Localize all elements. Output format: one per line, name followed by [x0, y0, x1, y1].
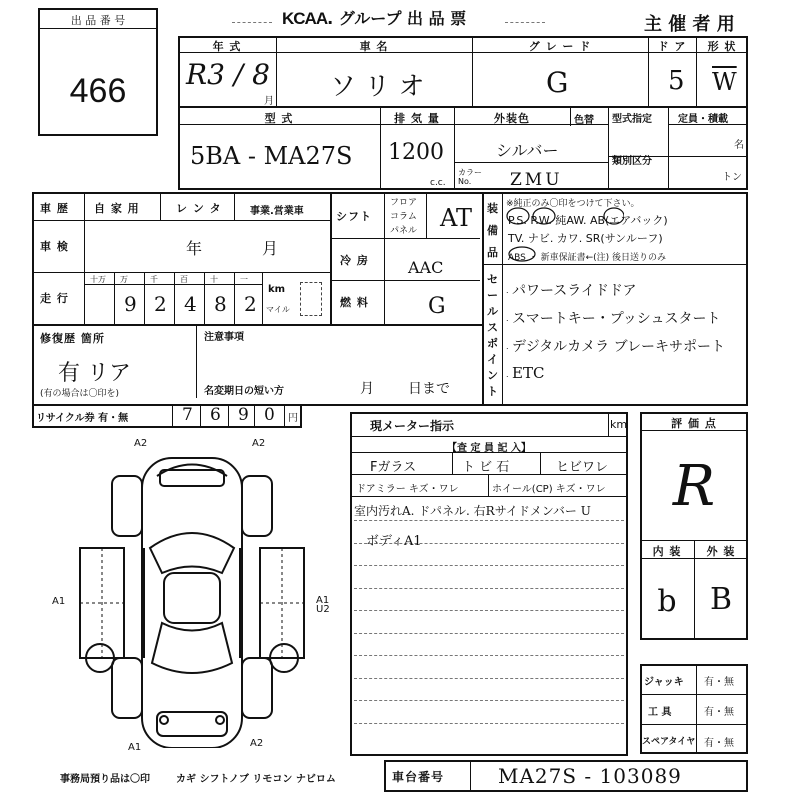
- equipment-circles: [504, 204, 624, 264]
- mileage-digit: 2: [244, 292, 257, 316]
- mileage-digit: 8: [214, 292, 227, 316]
- month-suffix: 月: [264, 96, 274, 107]
- repair-value: 有 リア: [58, 361, 131, 386]
- sales-points-label: セールスポイント: [487, 273, 499, 398]
- shift-value: AT: [440, 204, 473, 232]
- color-value: シルバー: [496, 141, 559, 160]
- mile-label: マイル: [266, 305, 290, 314]
- category-label: 類別区分: [612, 156, 652, 167]
- mark-a1-bottom-left: A1: [128, 742, 142, 753]
- mileage-label: 走 行: [40, 292, 69, 305]
- exterior-score: B: [709, 582, 733, 617]
- interior-label: 内 装: [652, 545, 682, 558]
- mileage-digit: 4: [184, 292, 197, 316]
- spare-label: スペアタイヤ: [642, 737, 696, 747]
- recycle-digit: 0: [264, 405, 275, 425]
- mileage-digit: 9: [124, 292, 137, 316]
- mileage-place-label: 一: [240, 275, 248, 284]
- equipment-line3: ABS ・ 新車保証書←(注) 後日送りのみ: [508, 253, 667, 263]
- spare-value[interactable]: 有・無: [704, 738, 734, 749]
- ac-value: AAC: [408, 258, 444, 277]
- jack-value[interactable]: 有・無: [704, 677, 734, 688]
- sales-point-item: ETC: [512, 364, 545, 382]
- ac-label: 冷 房: [340, 254, 369, 267]
- lot-number-label: 出 品 番 号: [70, 14, 126, 27]
- rename-label: 名変期日の短い方: [204, 386, 284, 397]
- color-change-label: 色替: [574, 115, 594, 126]
- office-items: カギ シフトノブ リモコン ナビロム: [176, 774, 336, 785]
- rename-day: 日まで: [408, 381, 450, 397]
- recycle-digit: 6: [210, 405, 221, 425]
- grade-value: G: [546, 66, 569, 99]
- mileage-place-label: 十万: [90, 275, 106, 284]
- header-title: [282, 6, 466, 29]
- equipment-label: 装 備 品: [487, 202, 499, 259]
- capacity-unit: 名: [734, 140, 744, 151]
- tools-value[interactable]: 有・無: [704, 707, 734, 718]
- doors-value: 5: [668, 66, 685, 96]
- model-value: 5BA - MA27S: [190, 142, 353, 170]
- jack-label: ジャッキ: [644, 677, 684, 688]
- meter-unit: km: [610, 418, 628, 431]
- doors-label: ド ア: [657, 40, 687, 53]
- lot-number: 466: [69, 72, 127, 110]
- chassis-value: MA27S - 103089: [498, 764, 682, 788]
- name-label: 車 名: [359, 40, 389, 53]
- mirror-label: ドアミラー キズ・ワレ: [356, 484, 459, 495]
- lot-number-box: [38, 8, 158, 136]
- recycle-digit: 7: [182, 405, 193, 425]
- mark-a1-left: A1: [52, 596, 66, 607]
- capacity-label: 定員・積載: [678, 114, 728, 125]
- car-diagram: [72, 448, 312, 748]
- sales-point-item: デジタルカメラ ブレーキサポート: [512, 339, 726, 355]
- vehicle-name: ソ リ オ: [330, 72, 425, 102]
- year-value: R3 / 8: [186, 58, 270, 91]
- color-no-label: カラー No.: [458, 168, 482, 186]
- mileage-digit: 2: [154, 292, 167, 316]
- shift-panel[interactable]: パネル: [390, 226, 418, 236]
- repair-sub: (有の場合は〇印を): [40, 389, 120, 399]
- rename-month: 月: [360, 381, 374, 397]
- recycle-digit: 9: [238, 405, 249, 425]
- comment-line-2: ボディA1: [366, 534, 422, 549]
- meter-label: 現メーター指示: [370, 419, 455, 433]
- sales-point-bullet: .: [506, 370, 509, 379]
- crack-label: ヒビワレ: [556, 460, 609, 475]
- equipment-line1: P.S. P.W. 純AW. AB(エアバック): [508, 214, 668, 227]
- equipment-line2: TV. ナビ. カワ. SR(サンルーフ): [508, 232, 663, 245]
- recycle-label: リサイクル券 有・無: [36, 413, 129, 424]
- exterior-label: 外 装: [706, 545, 736, 558]
- mileage-place-label: 万: [120, 275, 128, 284]
- cc-unit: c.c.: [430, 178, 446, 188]
- fuel-label: 燃 料: [340, 296, 369, 309]
- load-unit: トン: [722, 172, 742, 183]
- organizer-copy: 主 催 者 用: [644, 14, 735, 35]
- shape-value: $\overline{W}$: [712, 68, 737, 96]
- repair-label: 修復歴 箇所: [40, 332, 105, 345]
- rental-use[interactable]: レ ン タ: [176, 202, 222, 215]
- mark-a1-right: A1 U2: [316, 595, 330, 615]
- displacement-label: 排 気 量: [394, 112, 440, 125]
- shape-label: 形 状: [707, 40, 737, 53]
- interior-score: b: [657, 584, 677, 619]
- mark-a2-top-right: A2: [252, 438, 266, 449]
- private-use[interactable]: 自 家 用: [94, 202, 140, 215]
- chassis-label: 車台番号: [392, 770, 445, 784]
- shift-column[interactable]: コラム: [390, 212, 417, 222]
- mileage-place-label: 百: [180, 275, 188, 284]
- office-note: 事務局預り品は〇印: [60, 774, 150, 785]
- model-label: 型 式: [264, 112, 294, 125]
- sales-point-item: スマートキー・プッシュスタート: [512, 311, 721, 327]
- stone-chip-label: ト ビ 石: [462, 460, 510, 475]
- evaluation-label: 評 価 点: [671, 417, 717, 430]
- year-label: 年 式: [212, 40, 242, 53]
- evaluation-score: R: [672, 454, 716, 519]
- color-no-value: ZMU: [510, 170, 563, 190]
- mileage-place-label: 千: [150, 275, 158, 284]
- tools-label: 工 具: [648, 707, 672, 718]
- mile-checkbox[interactable]: [300, 282, 322, 316]
- sales-point-bullet: .: [506, 342, 509, 351]
- inspection-label: 車 検: [40, 240, 69, 253]
- history-label: 車 歴: [40, 202, 69, 215]
- km-label: km: [268, 284, 286, 295]
- recycle-unit: 円: [288, 413, 298, 424]
- mileage-place-label: 十: [210, 275, 218, 284]
- brand-logo: KCAA: [282, 9, 328, 28]
- inspection-year: 年: [186, 239, 203, 258]
- displacement-value: 1200: [388, 140, 444, 165]
- notes-label: 注意事項: [204, 332, 244, 343]
- sales-point-item: パワースライドドア: [512, 283, 637, 299]
- type-designation-label: 型式指定: [612, 114, 652, 125]
- wheel-label: ホイール(CP) キズ・ワレ: [492, 484, 606, 495]
- grade-label: グ レ ー ド: [528, 40, 592, 53]
- fuel-value: G: [428, 294, 446, 319]
- inspector-header: 【査 定 員 記 入】: [447, 443, 531, 454]
- comment-line-1: 室内汚れA. ドパネル. 右Rサイドメンバー U: [354, 504, 591, 518]
- shift-label: シフト: [336, 210, 372, 223]
- mark-a2-top-left: A2: [134, 438, 148, 449]
- form-title: . グループ 出 品 票: [327, 9, 467, 28]
- mark-a2-bottom-right: A2: [250, 738, 264, 749]
- equipment-note: ※純正のみ〇印をつけて下さい。: [506, 199, 640, 209]
- glass-label: Fガラス: [370, 460, 417, 475]
- inspection-month: 月: [262, 239, 279, 258]
- business-use[interactable]: 事業.営業車: [250, 206, 304, 217]
- shift-floor[interactable]: フロア: [390, 198, 418, 208]
- exterior-color-label: 外装色: [494, 112, 530, 125]
- sales-point-bullet: .: [506, 286, 509, 295]
- sales-point-bullet: .: [506, 314, 509, 323]
